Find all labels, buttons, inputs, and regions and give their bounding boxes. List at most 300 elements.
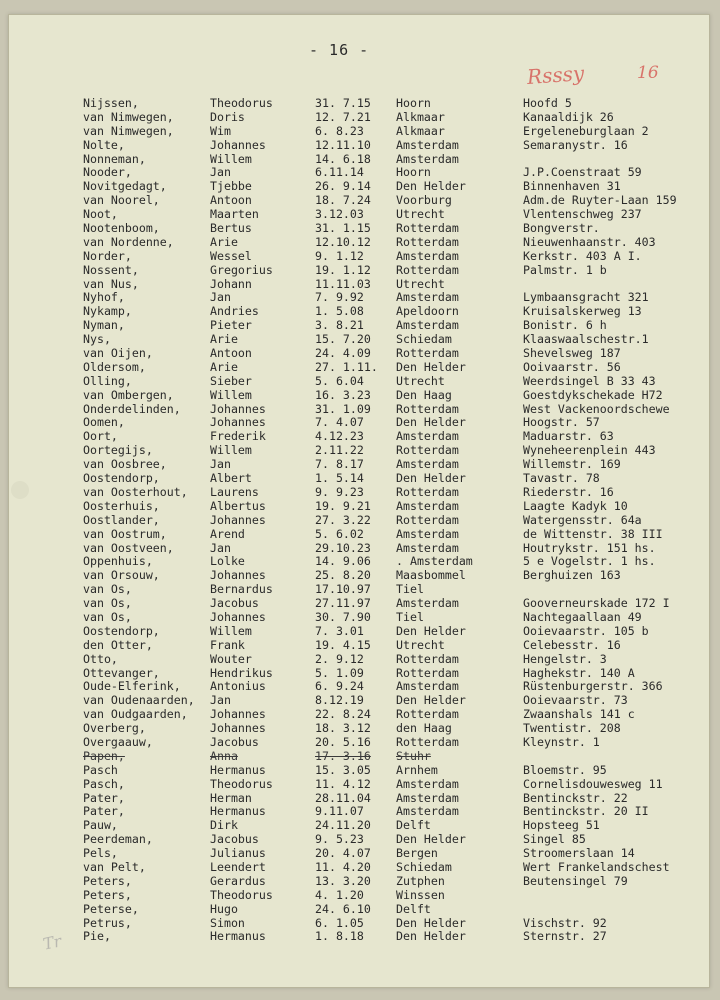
- record-firstname: Theodorus: [210, 887, 273, 902]
- record-date: 12. 7.21: [315, 109, 371, 124]
- record-address: Willemstr. 169: [523, 457, 621, 472]
- record-firstname: Jacobus: [210, 832, 259, 847]
- record-place: Utrecht: [396, 637, 445, 652]
- record-surname: van Oosbree,: [83, 457, 167, 472]
- record-address: Hopsteeg 51: [523, 818, 600, 833]
- record-surname: Peterse,: [83, 901, 139, 916]
- record-place: Utrecht: [396, 276, 445, 291]
- record-date: 24. 4.09: [315, 346, 371, 361]
- record-place: Arnhem: [396, 762, 438, 777]
- record-address: Stroomerslaan 14: [523, 846, 635, 861]
- record-row: [9, 403, 709, 417]
- record-firstname: Willem: [210, 387, 252, 402]
- record-address: Riederstr. 16: [523, 484, 614, 499]
- record-row: [9, 819, 709, 833]
- record-row: [9, 166, 709, 180]
- record-firstname: Hermanus: [210, 762, 266, 777]
- record-date: 9. 5.23: [315, 832, 364, 847]
- record-address: Haghekstr. 140 A: [523, 665, 635, 680]
- record-firstname: Herman: [210, 790, 252, 805]
- record-place: den Haag: [396, 721, 452, 736]
- record-date: 20. 5.16: [315, 734, 371, 749]
- record-address: J.P.Coenstraat 59: [523, 165, 642, 180]
- record-firstname: Julianus: [210, 846, 266, 861]
- record-date: 11. 4.12: [315, 776, 371, 791]
- record-place: Utrecht: [396, 207, 445, 222]
- record-address: Binnenhaven 31: [523, 179, 621, 194]
- record-address: Vischstr. 92: [523, 915, 607, 930]
- record-firstname: Jacobus: [210, 734, 259, 749]
- record-surname: Oostendorp,: [83, 623, 160, 638]
- record-firstname: Theodorus: [210, 776, 273, 791]
- record-date: 5. 6.04: [315, 373, 364, 388]
- record-surname: Onderdelinden,: [83, 401, 181, 416]
- record-address: 5 e Vogelstr. 1 hs.: [523, 554, 656, 569]
- record-surname: Oude-Elferink,: [83, 679, 181, 694]
- record-surname: Pasch,: [83, 776, 125, 791]
- record-row: [9, 389, 709, 403]
- record-surname: Papen,: [83, 748, 125, 763]
- record-address: Goestdykschekade H72: [523, 387, 663, 402]
- record-address: Ooievaarstr. 73: [523, 693, 628, 708]
- record-firstname: Gerardus: [210, 873, 266, 888]
- record-address: Kleynstr. 1: [523, 734, 600, 749]
- record-address: Shevelsweg 187: [523, 346, 621, 361]
- record-address: Kerkstr. 403 A I.: [523, 248, 642, 263]
- record-address: Wyneheerenplein 443: [523, 443, 656, 458]
- record-place: Amsterdam: [396, 679, 459, 694]
- record-address: Hoofd 5: [523, 96, 572, 110]
- record-row: [9, 111, 709, 125]
- record-date: 31. 1.15: [315, 221, 371, 236]
- record-surname: van Oudenaarden,: [83, 693, 195, 708]
- record-surname: Norder,: [83, 248, 132, 263]
- record-address: Sternstr. 27: [523, 929, 607, 944]
- record-row: [9, 486, 709, 500]
- document-page: [8, 14, 710, 988]
- record-date: 14. 9.06: [315, 554, 371, 569]
- record-date: 24. 6.10: [315, 901, 371, 916]
- record-address: Vlentenschweg 237: [523, 207, 642, 222]
- record-row: [9, 694, 709, 708]
- record-firstname: Hermanus: [210, 804, 266, 819]
- record-row: [9, 611, 709, 625]
- record-place: Utrecht: [396, 373, 445, 388]
- record-surname: Peerdeman,: [83, 832, 153, 847]
- record-firstname: Johannes: [210, 609, 266, 624]
- record-date: 9. 9.23: [315, 484, 364, 499]
- record-row: [9, 542, 709, 556]
- record-date: 26. 9.14: [315, 179, 371, 194]
- record-firstname: Johannes: [210, 401, 266, 416]
- record-date: 19. 9.21: [315, 498, 371, 513]
- record-place: Maasbommel: [396, 568, 466, 583]
- record-surname: Novitgedagt,: [83, 179, 167, 194]
- record-surname: Otto,: [83, 651, 118, 666]
- record-date: 6. 8.23: [315, 123, 364, 138]
- record-place: Schiedam: [396, 859, 452, 874]
- record-row: [9, 97, 709, 111]
- record-firstname: Tjebbe: [210, 179, 252, 194]
- record-surname: Noot,: [83, 207, 118, 222]
- record-surname: van Oudgaarden,: [83, 707, 188, 722]
- record-firstname: Jan: [210, 693, 231, 708]
- record-place: Rotterdam: [396, 651, 459, 666]
- record-place: Amsterdam: [396, 498, 459, 513]
- record-address: Nieuwenhaanstr. 403: [523, 234, 656, 249]
- record-firstname: Willem: [210, 151, 252, 166]
- record-address: Watergensstr. 64a: [523, 512, 642, 527]
- record-row: [9, 333, 709, 347]
- record-address: Kruisalskerweg 13: [523, 304, 642, 319]
- record-firstname: Lolke: [210, 554, 245, 569]
- record-firstname: Anna: [210, 748, 238, 763]
- record-date: 6.11.14: [315, 165, 364, 180]
- record-row: [9, 555, 709, 569]
- record-surname: Oldersom,: [83, 359, 146, 374]
- record-surname: Pater,: [83, 804, 125, 819]
- record-address: Ooivaarstr. 56: [523, 359, 621, 374]
- record-firstname: Hermanus: [210, 929, 266, 944]
- record-firstname: Antoon: [210, 193, 252, 208]
- record-firstname: Frank: [210, 637, 245, 652]
- record-row: [9, 569, 709, 583]
- record-surname: Nys,: [83, 332, 111, 347]
- record-row: [9, 139, 709, 153]
- record-address: Adm.de Ruyter-Laan 159: [523, 193, 677, 208]
- record-address: Nachtegaallaan 49: [523, 609, 642, 624]
- record-firstname: Jan: [210, 165, 231, 180]
- record-place: Rotterdam: [396, 484, 459, 499]
- record-date: 4.12.23: [315, 429, 364, 444]
- record-place: Rotterdam: [396, 221, 459, 236]
- record-surname: Nyhof,: [83, 290, 125, 305]
- handwritten-annotation: Rsssy: [526, 61, 585, 89]
- record-surname: Oppenhuis,: [83, 554, 153, 569]
- record-row: [9, 472, 709, 486]
- record-row: [9, 680, 709, 694]
- record-address: Tavastr. 78: [523, 471, 600, 486]
- record-firstname: Willem: [210, 443, 252, 458]
- record-firstname: Jan: [210, 540, 231, 555]
- record-firstname: Willem: [210, 623, 252, 638]
- record-row: [9, 375, 709, 389]
- record-address: Weerdsingel B 33 43: [523, 373, 656, 388]
- record-surname: van Pelt,: [83, 859, 146, 874]
- record-row: [9, 194, 709, 208]
- record-date: 27.11.97: [315, 596, 371, 611]
- record-place: Rotterdam: [396, 346, 459, 361]
- record-place: Den Helder: [396, 471, 466, 486]
- record-address: Cornelisdouwesweg 11: [523, 776, 663, 791]
- record-place: Delft: [396, 818, 431, 833]
- record-row: [9, 444, 709, 458]
- record-row: [9, 930, 709, 944]
- record-surname: den Otter,: [83, 637, 153, 652]
- record-place: Den Helder: [396, 359, 466, 374]
- record-row: [9, 805, 709, 819]
- record-address: Bloemstr. 95: [523, 762, 607, 777]
- record-firstname: Simon: [210, 915, 245, 930]
- record-date: 4. 1.20: [315, 887, 364, 902]
- record-place: Amsterdam: [396, 540, 459, 555]
- record-address: Zwaanshals 141 c: [523, 707, 635, 722]
- record-surname: Nootenboom,: [83, 221, 160, 236]
- record-address: Berghuizen 163: [523, 568, 621, 583]
- record-surname: van Nimwegen,: [83, 109, 174, 124]
- record-row: [9, 736, 709, 750]
- record-address: Palmstr. 1 b: [523, 262, 607, 277]
- record-firstname: Frederik: [210, 429, 266, 444]
- record-date: 20. 4.07: [315, 846, 371, 861]
- record-surname: van Os,: [83, 596, 132, 611]
- record-surname: Nolte,: [83, 137, 125, 152]
- record-surname: Pasch: [83, 762, 118, 777]
- record-firstname: Hendrikus: [210, 665, 273, 680]
- record-row: [9, 583, 709, 597]
- record-place: Bergen: [396, 846, 438, 861]
- record-date: 15. 3.05: [315, 762, 371, 777]
- record-date: 12.11.10: [315, 137, 371, 152]
- record-place: Rotterdam: [396, 401, 459, 416]
- record-row: [9, 708, 709, 722]
- record-surname: Peters,: [83, 887, 132, 902]
- record-firstname: Johannes: [210, 512, 266, 527]
- record-address: Maduarstr. 63: [523, 429, 614, 444]
- record-place: Den Helder: [396, 929, 466, 944]
- record-date: 7. 9.92: [315, 290, 364, 305]
- record-firstname: Dirk: [210, 818, 238, 833]
- record-surname: Oosterhuis,: [83, 498, 160, 513]
- record-date: 6. 1.05: [315, 915, 364, 930]
- record-row: [9, 347, 709, 361]
- record-surname: Petrus,: [83, 915, 132, 930]
- record-place: Amsterdam: [396, 248, 459, 263]
- record-date: 5. 6.02: [315, 526, 364, 541]
- record-date: 28.11.04: [315, 790, 371, 805]
- record-place: Amsterdam: [396, 151, 459, 166]
- record-address: Wert Frankelandschest: [523, 859, 670, 874]
- record-place: Amsterdam: [396, 526, 459, 541]
- record-row: [9, 222, 709, 236]
- record-row: [9, 416, 709, 430]
- record-row: [9, 430, 709, 444]
- record-surname: Overberg,: [83, 721, 146, 736]
- record-surname: van Os,: [83, 609, 132, 624]
- record-row: [9, 847, 709, 861]
- record-row: [9, 291, 709, 305]
- record-place: Den Helder: [396, 915, 466, 930]
- record-row: [9, 667, 709, 681]
- record-row: [9, 514, 709, 528]
- record-date: 7. 8.17: [315, 457, 364, 472]
- record-date: 7. 4.07: [315, 415, 364, 430]
- handwritten-page-number: 16: [637, 63, 659, 83]
- record-surname: Nooder,: [83, 165, 132, 180]
- record-date: 27. 3.22: [315, 512, 371, 527]
- record-place: Alkmaar: [396, 123, 445, 138]
- record-list: [9, 97, 709, 944]
- record-address: Ooievaarstr. 105 b: [523, 623, 649, 638]
- record-firstname: Bertus: [210, 221, 252, 236]
- record-address: Twentistr. 208: [523, 721, 621, 736]
- record-row: [9, 305, 709, 319]
- record-address: Semaranystr. 16: [523, 137, 628, 152]
- record-firstname: Johannes: [210, 137, 266, 152]
- record-place: Rotterdam: [396, 234, 459, 249]
- record-date: 17.10.97: [315, 582, 371, 597]
- record-firstname: Arend: [210, 526, 245, 541]
- record-date: 11.11.03: [315, 276, 371, 291]
- record-row: [9, 778, 709, 792]
- record-firstname: Pieter: [210, 318, 252, 333]
- record-place: Tiel: [396, 609, 424, 624]
- record-surname: Olling,: [83, 373, 132, 388]
- record-place: Den Helder: [396, 415, 466, 430]
- record-place: Amsterdam: [396, 290, 459, 305]
- record-place: . Amsterdam: [396, 554, 473, 569]
- record-place: Rotterdam: [396, 665, 459, 680]
- record-firstname: Jan: [210, 290, 231, 305]
- record-row: [9, 889, 709, 903]
- record-address: Bongverstr.: [523, 221, 600, 236]
- record-row: [9, 792, 709, 806]
- record-row: [9, 917, 709, 931]
- record-surname: van Ombergen,: [83, 387, 174, 402]
- record-firstname: Wim: [210, 123, 231, 138]
- record-date: 6. 9.24: [315, 679, 364, 694]
- record-surname: Pie,: [83, 929, 111, 944]
- record-row: [9, 625, 709, 639]
- record-surname: van Oostrum,: [83, 526, 167, 541]
- record-row: [9, 653, 709, 667]
- record-firstname: Hugo: [210, 901, 238, 916]
- record-date: 3. 8.21: [315, 318, 364, 333]
- record-date: 17. 3.16: [315, 748, 371, 763]
- record-date: 16. 3.23: [315, 387, 371, 402]
- record-surname: van Oijen,: [83, 346, 153, 361]
- record-surname: Nossent,: [83, 262, 139, 277]
- record-address: Gooverneurskade 172 I: [523, 596, 670, 611]
- record-place: Winssen: [396, 887, 445, 902]
- record-place: Rotterdam: [396, 707, 459, 722]
- record-date: 31. 1.09: [315, 401, 371, 416]
- record-place: Den Helder: [396, 693, 466, 708]
- record-firstname: Albert: [210, 471, 252, 486]
- record-place: Rotterdam: [396, 262, 459, 277]
- record-surname: Pauw,: [83, 818, 118, 833]
- record-date: 12.10.12: [315, 234, 371, 249]
- record-firstname: Maarten: [210, 207, 259, 222]
- record-place: Apeldoorn: [396, 304, 459, 319]
- record-firstname: Wouter: [210, 651, 252, 666]
- record-place: Hoorn: [396, 96, 431, 110]
- record-place: Amsterdam: [396, 318, 459, 333]
- record-place: Amsterdam: [396, 429, 459, 444]
- record-surname: Nonneman,: [83, 151, 146, 166]
- record-row: [9, 180, 709, 194]
- record-surname: van Oosterhout,: [83, 484, 188, 499]
- record-firstname: Sieber: [210, 373, 252, 388]
- record-date: 8.12.19: [315, 693, 364, 708]
- record-surname: Overgaauw,: [83, 734, 153, 749]
- record-date: 5. 1.09: [315, 665, 364, 680]
- record-place: Amsterdam: [396, 804, 459, 819]
- record-date: 14. 6.18: [315, 151, 371, 166]
- record-row: [9, 264, 709, 278]
- record-firstname: Johannes: [210, 707, 266, 722]
- record-place: Zutphen: [396, 873, 445, 888]
- record-date: 24.11.20: [315, 818, 371, 833]
- record-address: Laagte Kadyk 10: [523, 498, 628, 513]
- record-row: [9, 875, 709, 889]
- record-date: 11. 4.20: [315, 859, 371, 874]
- record-surname: van Noorel,: [83, 193, 160, 208]
- record-surname: Peters,: [83, 873, 132, 888]
- record-place: Rotterdam: [396, 734, 459, 749]
- record-firstname: Arie: [210, 359, 238, 374]
- record-surname: van Nus,: [83, 276, 139, 291]
- record-firstname: Gregorius: [210, 262, 273, 277]
- record-surname: Pater,: [83, 790, 125, 805]
- record-row: [9, 500, 709, 514]
- record-date: 15. 7.20: [315, 332, 371, 347]
- record-row: [9, 278, 709, 292]
- record-address: de Wittenstr. 38 III: [523, 526, 663, 541]
- record-address: Celebesstr. 16: [523, 637, 621, 652]
- record-row: [9, 639, 709, 653]
- record-address: Lymbaansgracht 321: [523, 290, 649, 305]
- record-surname: van Orsouw,: [83, 568, 160, 583]
- record-address: Bentinckstr. 20 II: [523, 804, 649, 819]
- record-row: [9, 236, 709, 250]
- record-row: [9, 764, 709, 778]
- record-surname: Nykamp,: [83, 304, 132, 319]
- record-place: Hoorn: [396, 165, 431, 180]
- record-date: 3.12.03: [315, 207, 364, 222]
- record-date: 29.10.23: [315, 540, 371, 555]
- record-row: [9, 250, 709, 264]
- record-date: 22. 8.24: [315, 707, 371, 722]
- record-place: Voorburg: [396, 193, 452, 208]
- record-date: 19. 4.15: [315, 637, 371, 652]
- record-surname: van Os,: [83, 582, 132, 597]
- record-address: Hengelstr. 3: [523, 651, 607, 666]
- record-surname: van Nordenne,: [83, 234, 174, 249]
- record-firstname: Johannes: [210, 721, 266, 736]
- record-date: 1. 8.18: [315, 929, 364, 944]
- record-date: 1. 5.14: [315, 471, 364, 486]
- record-firstname: Antoon: [210, 346, 252, 361]
- record-date: 9.11.07: [315, 804, 364, 819]
- record-row: [9, 750, 709, 764]
- record-firstname: Laurens: [210, 484, 259, 499]
- record-address: Singel 85: [523, 832, 586, 847]
- record-surname: van Oostveen,: [83, 540, 174, 555]
- record-date: 1. 5.08: [315, 304, 364, 319]
- record-address: Hoogstr. 57: [523, 415, 600, 430]
- record-date: 2.11.22: [315, 443, 364, 458]
- record-date: 30. 7.90: [315, 609, 371, 624]
- record-firstname: Jacobus: [210, 596, 259, 611]
- record-surname: Pels,: [83, 846, 118, 861]
- record-place: Stuhr: [396, 748, 431, 763]
- record-row: [9, 125, 709, 139]
- record-place: Rotterdam: [396, 443, 459, 458]
- record-firstname: Johannes: [210, 568, 266, 583]
- record-place: Amsterdam: [396, 776, 459, 791]
- record-place: Delft: [396, 901, 431, 916]
